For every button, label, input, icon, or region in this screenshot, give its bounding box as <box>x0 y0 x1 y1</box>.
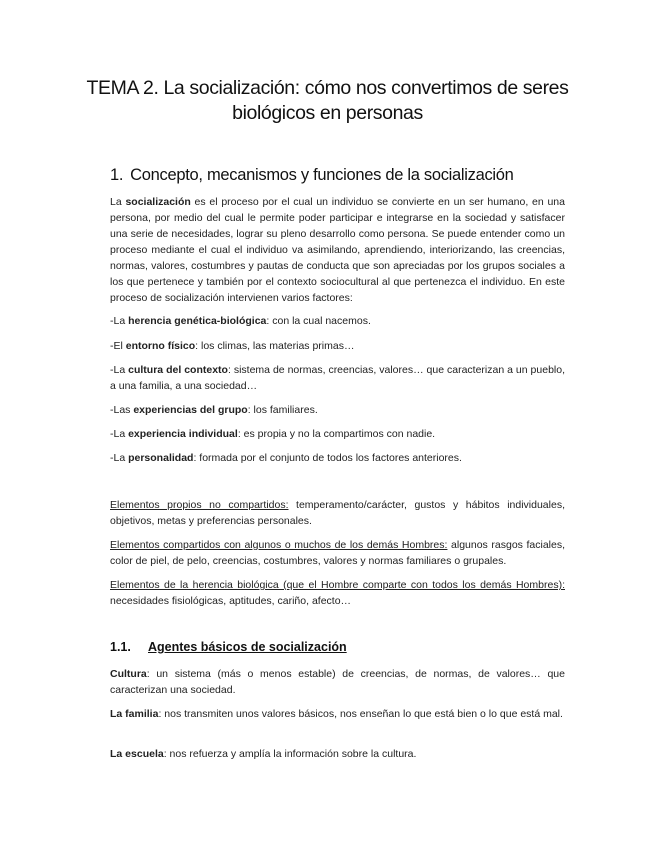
intro-term: socialización <box>125 196 191 208</box>
agent-item <box>110 666 565 698</box>
factor-pre: -La <box>110 452 129 464</box>
factor-pre: -La <box>110 315 129 327</box>
section-1-1-heading <box>110 640 347 654</box>
agent-item <box>110 746 565 762</box>
intro-pre: La <box>110 196 126 208</box>
factor-item <box>110 362 565 394</box>
factor-term: experiencia individual <box>128 428 238 440</box>
agent-text: : nos refuerza y amplía la información sobre la cultura. <box>163 748 417 760</box>
element-label: Elementos propios no compartidos: <box>110 499 289 511</box>
agent-text: : un sistema (más o menos estable) de creencias, de normas, de valores… que caracterizan una sociedad. <box>110 668 565 696</box>
title-line-1: TEMA 2. La socialización: cómo nos convertimos de seres <box>86 77 569 99</box>
element-item <box>110 577 565 609</box>
section-1-1-title: Agentes básicos de socialización <box>148 640 347 654</box>
element-item <box>110 537 565 569</box>
factor-pre: -La <box>110 364 129 376</box>
factor-term: entorno físico <box>125 340 196 352</box>
factor-text: : los familiares. <box>247 404 318 416</box>
title-line-2: biológicos en personas <box>232 102 423 124</box>
factor-item <box>110 426 565 442</box>
agent-term: Cultura <box>110 668 147 680</box>
section-1-number: 1. <box>110 166 124 184</box>
agent-term: La escuela <box>110 748 164 760</box>
section-1-heading <box>110 166 514 185</box>
element-text: necesidades fisiológicas, aptitudes, cariño, afecto… <box>110 595 352 607</box>
factor-pre: -Las <box>110 404 134 416</box>
factor-pre: -La <box>110 428 129 440</box>
factor-text: : con la cual nacemos. <box>266 315 371 327</box>
factor-text: : los climas, las materias primas… <box>195 340 355 352</box>
intro-paragraph <box>110 194 565 306</box>
agent-text: : nos transmiten unos valores básicos, nos enseñan lo que está bien o lo que está mal. <box>158 708 563 720</box>
section-1-title: Concepto, mecanismos y funciones de la socialización <box>130 166 514 184</box>
intro-text: es el proceso por el cual un individuo se convierte en un ser humano, en una persona, por medio del cual le permite poder participar e integrarse en la sociedad y satisfacer una serie de necesidades, lograr su pleno desarrollo como persona. Se puede entender como un proceso mediante el cual el individuo va asimilando, aprendiendo, interiorizando, las creencias, normas, valores, costumbres y pautas de conducta que son apreciadas por los grupos sociales a los que pertenece y también por el contexto sociocultural al que pertenezca el individuo. En este proceso de socialización intervienen varios factores: <box>110 196 565 304</box>
factor-item <box>110 338 565 354</box>
factor-text: : sistema de normas, creencias, valores… que caracterizan a un pueblo, a una familia, a una sociedad… <box>110 364 565 392</box>
element-label: Elementos de la herencia biológica (que el Hombre comparte con todos los demás Hombres): <box>110 579 565 591</box>
factor-text: : formada por el conjunto de todos los factores anteriores. <box>193 452 462 464</box>
factor-term: personalidad <box>128 452 194 464</box>
element-item <box>110 497 565 529</box>
factor-term: experiencias del grupo <box>133 404 248 416</box>
factor-term: herencia genética-biológica <box>128 315 267 327</box>
factor-item <box>110 402 565 418</box>
factor-item <box>110 450 565 466</box>
agent-item <box>110 706 565 722</box>
element-label: Elementos compartidos con algunos o muchos de los demás Hombres: <box>110 539 448 551</box>
agent-term: La familia <box>110 708 159 720</box>
factor-text: : es propia y no la compartimos con nadie. <box>237 428 436 440</box>
factor-pre: -El <box>110 340 126 352</box>
factor-term: cultura del contexto <box>128 364 228 376</box>
factor-item <box>110 313 565 329</box>
section-1-1-number: 1.1. <box>110 640 131 654</box>
element-text: temperamento/carácter, gustos y hábitos individuales, objetivos, metas y preferencias personales. <box>110 499 565 527</box>
element-text: algunos rasgos faciales, color de piel, de pelo, creencias, costumbres, valores y normas familiares o grupales. <box>110 539 566 567</box>
document-title <box>60 76 595 126</box>
